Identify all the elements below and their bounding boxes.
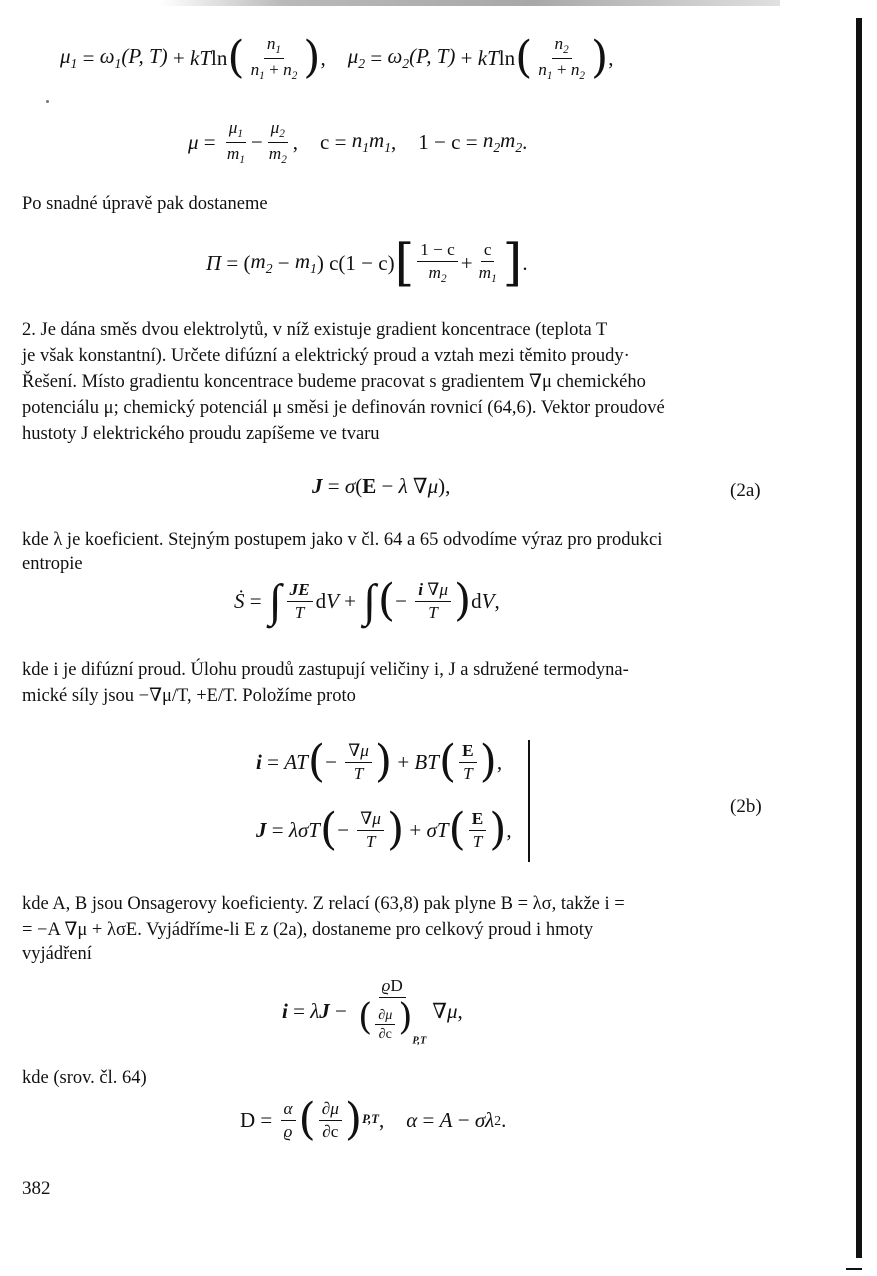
paragraph-5-line3: vyjádření — [22, 944, 92, 964]
page-edge-tick — [846, 1268, 862, 1270]
equation-tag-2b: (2b) — [730, 796, 762, 817]
paragraph-3-line2: entropie — [22, 554, 83, 574]
equation-mu-combined: μ = $\frac{\mu_1}{m_1}$ − $\frac{\mu_2}{m_2}$ , c = $n_1m_1$ , 1 − c = $n_2m_2$ . — [188, 118, 528, 166]
paragraph-2-line3: Řešení. Místo gradientu koncentrace budeme pracovat s gradientem ∇μ chemického — [22, 372, 646, 392]
paragraph-2-line4: potenciálu μ; chemický potenciál μ směsi je definován rovnicí (64,6). Vektor proudové — [22, 398, 665, 418]
equation-system-bracket — [528, 740, 530, 862]
scan-shadow — [160, 0, 780, 6]
paragraph-6-line1: kde (srov. čl. 64) — [22, 1068, 147, 1088]
equation-2a: J = σ ( E − λ ∇ μ ), — [312, 474, 451, 498]
paragraph-4-line1: kde i je difúzní proud. Úlohu proudů zastupují veličiny i, J a sdružené termodyna- — [22, 660, 629, 680]
page-edge-rule — [856, 18, 862, 1258]
equation-tag-2a: (2a) — [730, 480, 761, 501]
equation-pi: Π = ( $m_2$ − $m_1$ ) c(1 − c) [ $\frac{1 - c}{m_2}$ + $\frac{c}{m_1}$ ] . — [206, 233, 528, 292]
paragraph-5-line1: kde A, B jsou Onsagerovy koeficienty. Z relací (63,8) pak plyne B = λσ, takže i = — [22, 894, 625, 914]
paragraph-3-line1: kde λ je koeficient. Stejným postupem jako v čl. 64 a 65 odvodíme výraz pro produkci — [22, 530, 663, 550]
paragraph-2-line5: hustoty J elektrického proudu zapíšeme ve tvaru — [22, 424, 380, 444]
margin-dot — [46, 100, 49, 103]
equation-mu-defs: $\mu_1$ = $\omega_1(P$, T) + kT ln ( $\frac{n_1}{n_1 + n_2}$ ) , $\mu_2$ = $\omega_2(P$, T) + kT ln ( $\frac{n_2}{n_1 + n_2}$ ) , — [60, 32, 614, 84]
paragraph-5-line2: = −A ∇μ + λσE. Vyjádříme-li E z (2a), dostaneme pro celkový proud i hmoty — [22, 920, 594, 940]
paragraph-upravy: Po snadné úpravě pak dostaneme — [22, 194, 268, 214]
paragraph-4-line2: mické síly jsou −∇μ/T, +E/T. Položíme proto — [22, 686, 356, 706]
equation-2b-J: J = λσT ( − $\frac{\nabla\mu}{T}$ ) + σT ( $\frac{E}{T}$ ) , — [256, 804, 512, 855]
paragraph-2-line2: je však konstantní). Určete difúzní a elektrický proud a vztah mezi těmito proudy· — [22, 346, 630, 366]
equation-2b-i: i = AT ( − $\frac{\nabla\mu}{T}$ ) + BT ( $\frac{E}{T}$ ) , — [256, 736, 503, 787]
equation-D-def: D = $\frac{\alpha}{ϱ}$ ( $\frac{\partial\mu}{\partial c}$ ) P,T , α = A − σλ 2 . — [240, 1094, 507, 1145]
equation-i-total: i = λ J − ϱD ( $\frac{\partial\mu}{\partial c}$ )$_{P,T}$ ∇ μ , — [282, 976, 463, 1047]
page-number: 382 — [22, 1178, 51, 1199]
equation-entropy: Ṡ = ∫ $\frac{JE}{T}$ d V + ∫ ( − $\frac{i \nabla\mu}{T}$ ) d V , — [234, 575, 500, 627]
paragraph-2-line1: 2. Je dána směs dvou elektrolytů, v níž existuje gradient koncentrace (teplota T — [22, 320, 608, 340]
